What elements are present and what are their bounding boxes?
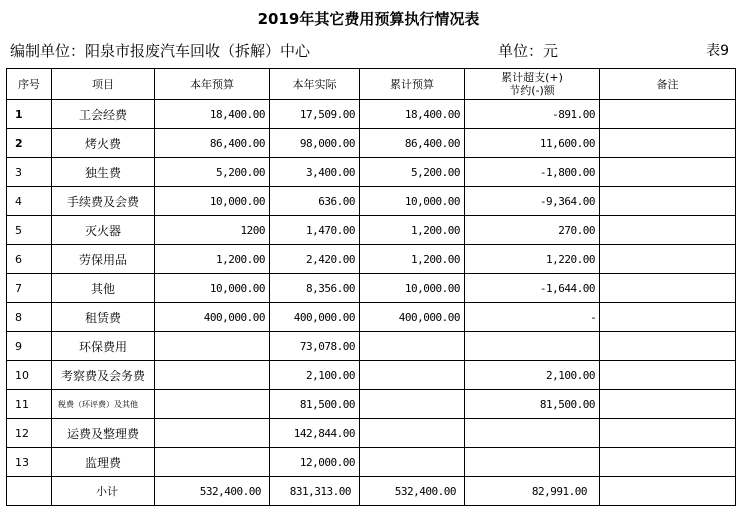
row-no: 3 <box>7 158 52 187</box>
table-row <box>7 303 736 332</box>
header-note: 备注 <box>600 69 736 100</box>
row-cum-budget: 86,400.00 <box>360 129 465 158</box>
subtotal-label: 小计 <box>52 477 155 506</box>
compiling-unit: 编制单位：阳泉市报废汽车回收（拆解）中心 <box>10 42 311 60</box>
subtotal-budget: 532,400.00 <box>155 477 270 506</box>
row-over-saving: 1,220.00 <box>465 245 600 274</box>
row-cum-budget: 5,200.00 <box>360 158 465 187</box>
row-cum-budget: 10,000.00 <box>360 274 465 303</box>
row-item: 手续费及会费 <box>52 187 155 216</box>
row-note <box>600 216 736 245</box>
row-over-saving <box>465 419 600 448</box>
row-over-saving: -1,644.00 <box>465 274 600 303</box>
row-over-saving <box>465 332 600 361</box>
row-actual: 636.00 <box>270 187 360 216</box>
row-note <box>600 274 736 303</box>
row-note <box>600 158 736 187</box>
row-actual: 1,470.00 <box>270 216 360 245</box>
row-no: 1 <box>7 100 52 129</box>
row-actual: 8,356.00 <box>270 274 360 303</box>
row-item: 运费及整理费 <box>52 419 155 448</box>
row-budget <box>155 448 270 477</box>
row-item: 工会经费 <box>52 100 155 129</box>
row-budget: 10,000.00 <box>155 274 270 303</box>
row-cum-budget: 10,000.00 <box>360 187 465 216</box>
row-over-saving: - <box>465 303 600 332</box>
row-no: 5 <box>7 216 52 245</box>
table-row <box>7 187 736 216</box>
row-item: 烤火费 <box>52 129 155 158</box>
row-item: 租赁费 <box>52 303 155 332</box>
table-row <box>7 158 736 187</box>
row-budget <box>155 332 270 361</box>
row-note <box>600 245 736 274</box>
row-actual: 17,509.00 <box>270 100 360 129</box>
subtotal-cum-budget: 532,400.00 <box>360 477 465 506</box>
table-row <box>7 100 736 129</box>
row-actual: 12,000.00 <box>270 448 360 477</box>
row-cum-budget <box>360 448 465 477</box>
row-no: 12 <box>7 419 52 448</box>
table-row <box>7 448 736 477</box>
row-cum-budget: 1,200.00 <box>360 245 465 274</box>
row-over-saving: -891.00 <box>465 100 600 129</box>
row-budget <box>155 390 270 419</box>
row-note <box>600 100 736 129</box>
report-title: 2019年其它费用预算执行情况表 <box>257 10 480 28</box>
row-no: 4 <box>7 187 52 216</box>
row-note <box>600 129 736 158</box>
row-budget: 1,200.00 <box>155 245 270 274</box>
row-item: 考察费及会务费 <box>52 361 155 390</box>
header-row <box>7 69 736 100</box>
table-row <box>7 216 736 245</box>
row-note <box>600 448 736 477</box>
row-item: 税费（环评费）及其他 <box>52 390 155 419</box>
table-row <box>7 419 736 448</box>
table-number: 表9 <box>706 43 729 59</box>
row-no: 9 <box>7 332 52 361</box>
row-cum-budget: 18,400.00 <box>360 100 465 129</box>
subtotal-actual: 831,313.00 <box>270 477 360 506</box>
table-row <box>7 390 736 419</box>
subtotal-row <box>7 477 736 506</box>
row-no: 13 <box>7 448 52 477</box>
table-row <box>7 245 736 274</box>
row-over-saving: -9,364.00 <box>465 187 600 216</box>
row-actual: 98,000.00 <box>270 129 360 158</box>
row-item: 其他 <box>52 274 155 303</box>
row-over-saving <box>465 448 600 477</box>
header-item: 项目 <box>52 69 155 100</box>
row-over-saving: 2,100.00 <box>465 361 600 390</box>
row-budget: 86,400.00 <box>155 129 270 158</box>
header-no: 序号 <box>7 69 52 100</box>
row-item: 独生费 <box>52 158 155 187</box>
row-actual: 142,844.00 <box>270 419 360 448</box>
table-row <box>7 361 736 390</box>
row-item: 劳保用品 <box>52 245 155 274</box>
row-budget: 1200 <box>155 216 270 245</box>
row-over-saving: 270.00 <box>465 216 600 245</box>
row-cum-budget <box>360 419 465 448</box>
table-row <box>7 332 736 361</box>
row-budget: 10,000.00 <box>155 187 270 216</box>
row-budget: 5,200.00 <box>155 158 270 187</box>
row-no: 11 <box>7 390 52 419</box>
row-no: 2 <box>7 129 52 158</box>
row-cum-budget <box>360 332 465 361</box>
subtotal-over: 82,991.00 <box>465 477 600 506</box>
currency-unit: 单位：元 <box>498 42 559 60</box>
row-note <box>600 187 736 216</box>
row-budget <box>155 361 270 390</box>
row-actual: 400,000.00 <box>270 303 360 332</box>
row-budget: 18,400.00 <box>155 100 270 129</box>
row-over-saving: -1,800.00 <box>465 158 600 187</box>
row-budget: 400,000.00 <box>155 303 270 332</box>
row-note <box>600 419 736 448</box>
row-no: 8 <box>7 303 52 332</box>
table-row <box>7 129 736 158</box>
row-no: 7 <box>7 274 52 303</box>
row-cum-budget <box>360 361 465 390</box>
row-cum-budget: 1,200.00 <box>360 216 465 245</box>
row-actual: 81,500.00 <box>270 390 360 419</box>
row-actual: 73,078.00 <box>270 332 360 361</box>
row-item: 灭火器 <box>52 216 155 245</box>
row-over-saving: 11,600.00 <box>465 129 600 158</box>
header-over-saving <box>465 69 600 100</box>
header-budget: 本年预算 <box>155 69 270 100</box>
row-note <box>600 332 736 361</box>
header-actual: 本年实际 <box>270 69 360 100</box>
row-actual: 3,400.00 <box>270 158 360 187</box>
row-note <box>600 303 736 332</box>
row-budget <box>155 419 270 448</box>
subtotal-note <box>600 477 736 506</box>
header-over-line2: 节约(-)额 <box>509 84 555 97</box>
row-cum-budget: 400,000.00 <box>360 303 465 332</box>
row-no: 10 <box>7 361 52 390</box>
row-item: 监理费 <box>52 448 155 477</box>
row-over-saving: 81,500.00 <box>465 390 600 419</box>
row-note <box>600 361 736 390</box>
row-actual: 2,420.00 <box>270 245 360 274</box>
row-cum-budget <box>360 390 465 419</box>
row-note <box>600 390 736 419</box>
header-cum-budget: 累计预算 <box>360 69 465 100</box>
row-item: 环保费用 <box>52 332 155 361</box>
expense-table <box>6 68 736 506</box>
row-no: 6 <box>7 245 52 274</box>
row-actual: 2,100.00 <box>270 361 360 390</box>
table-row <box>7 274 736 303</box>
header-over-line1: 累计超支(+) <box>501 71 563 84</box>
